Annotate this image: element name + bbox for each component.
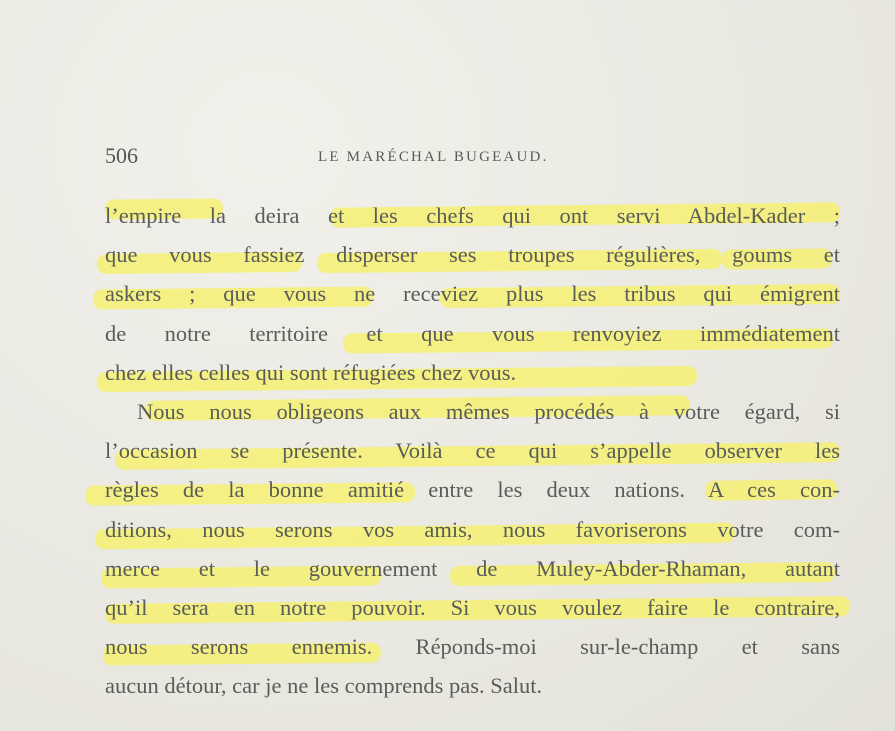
page-header — [105, 143, 840, 173]
line-text: de notre territoire et que vous renvoyiez immédiatement — [105, 320, 840, 346]
line-text: askers ; que vous ne receviez plus les tribus qui émigrent — [105, 281, 840, 307]
text-line — [105, 235, 840, 274]
text-line — [105, 274, 840, 313]
text-line — [105, 588, 840, 627]
line-text: ditions, nous serons vos amis, nous favoriserons votre com- — [105, 516, 840, 542]
line-text: aucun détour, car je ne les comprends pas. Salut. — [105, 673, 543, 699]
line-text: règles de la bonne amitié entre les deux nations. A ces con- — [105, 477, 840, 503]
text-line — [105, 549, 840, 588]
text-line — [105, 392, 840, 431]
line-text: nous serons ennemis. Réponds-moi sur-le-champ et sans — [105, 634, 840, 660]
text-line — [105, 666, 840, 705]
text-line — [105, 510, 840, 549]
line-text: Nous nous obligeons aux mêmes procédés à votre égard, si — [137, 398, 840, 424]
line-text: merce et le gouvernement de Muley-Abder-Rhaman, autant — [105, 555, 840, 581]
line-text: l’occasion se présente. Voilà ce qui s’appelle observer les — [105, 438, 840, 464]
line-text: chez elles celles qui sont réfugiées chez vous. — [105, 359, 517, 385]
line-text: que vous fassiez disperser ses troupes régulières, goums et — [105, 242, 840, 268]
line-text: qu’il sera en notre pouvoir. Si vous voulez faire le contraire, — [105, 594, 840, 620]
text-line — [105, 314, 840, 353]
text-line — [105, 431, 840, 470]
text-line — [105, 470, 840, 509]
body-text — [105, 196, 840, 705]
page-number: 506 — [105, 143, 138, 168]
line-text: l’empire la deira et les chefs qui ont servi Abdel-Kader ; — [105, 203, 840, 228]
running-head: LE MARÉCHAL BUGEAUD. — [318, 149, 549, 165]
text-line — [105, 353, 840, 392]
text-line — [105, 627, 840, 666]
text-line — [105, 196, 840, 235]
